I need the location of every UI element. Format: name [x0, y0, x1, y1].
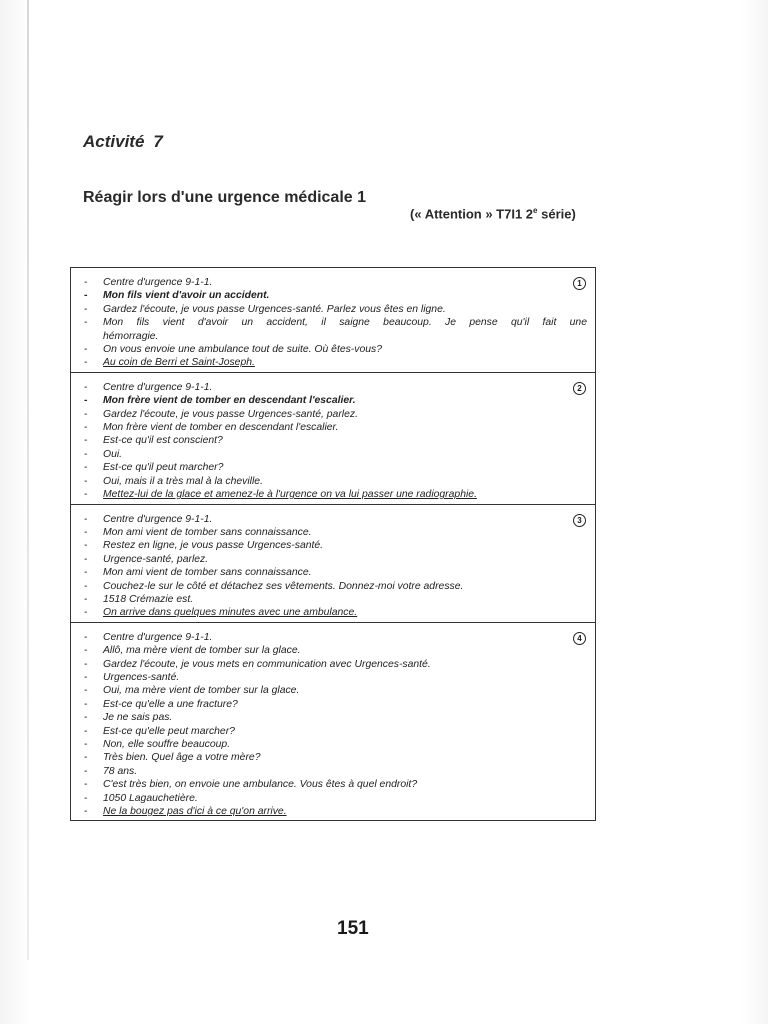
dialogue-line: - Est-ce qu'il peut marcher? [71, 461, 595, 474]
dialogue-line: - Est-ce qu'il est conscient? [71, 434, 595, 447]
dialogue-line: - C'est très bien, on envoie une ambulance. Vous êtes à quel endroit? [71, 778, 595, 791]
dialogue-line: - Mon frère vient de tomber en descendant l'escalier. [71, 421, 595, 434]
dialogue-line: hémorragie. [103, 330, 159, 342]
dialogue-line: - Urgence-santé, parlez. [71, 553, 595, 566]
dialogue-line: - Je ne sais pas. [71, 711, 595, 724]
dialogue-line: - Gardez l'écoute, je vous passe Urgences-santé, parlez. [71, 408, 595, 421]
subtitle-suffix: série) [537, 206, 576, 222]
dialogue-line: - Non, elle souffre beaucoup. [71, 738, 595, 751]
dialogue-line: - 78 ans. [71, 765, 595, 778]
dialogue-section [71, 622, 595, 821]
dialogue-line: - Gardez l'écoute, je vous mets en communication avec Urgences-santé. [71, 658, 595, 671]
section-number-badge: 3 [573, 514, 586, 527]
dialogue-line: - On vous envoie une ambulance tout de suite. Où êtes-vous? [71, 343, 595, 356]
dialogue-line: - Est-ce qu'elle peut marcher? [71, 725, 595, 738]
dialogue-table [70, 267, 596, 821]
dialogue-section [71, 372, 595, 504]
dialogue-line: - Mon frère vient de tomber en descendant l'escalier. [71, 394, 595, 407]
activity-label: Activité [83, 132, 145, 151]
dialogue-line: - Centre d'urgence 9-1-1. [71, 276, 595, 289]
page-title: Réagir lors d'une urgence médicale 1 [83, 189, 367, 206]
subtitle-prefix: (« Attention » T7I1 2 [410, 206, 534, 222]
dialogue-section [71, 504, 595, 622]
dialogue-line: - 1518 Crémazie est. [71, 593, 595, 606]
dialogue-line: - Est-ce qu'elle a une fracture? [71, 698, 595, 711]
dialogue-line: - Mon fils vient d'avoir un accident, il saigne beaucoup. Je pense qu'il fait une [71, 316, 595, 329]
dialogue-line: - Oui, ma mère vient de tomber sur la glace. [71, 684, 595, 697]
activity-heading [83, 132, 163, 152]
section-number-badge: 2 [573, 382, 586, 395]
dialogue-line: - Oui, mais il a très mal à la cheville. [71, 475, 595, 488]
dialogue-line: - Centre d'urgence 9-1-1. [71, 513, 595, 526]
dialogue-line: - 1050 Lagauchetière. [71, 792, 595, 805]
dialogue-line: - Mon ami vient de tomber sans connaissance. [71, 526, 595, 539]
page-number: 151 [337, 918, 369, 939]
dialogue-line: - Gardez l'écoute, je vous passe Urgences-santé. Parlez vous êtes en ligne. [71, 303, 595, 316]
section-number-badge: 4 [573, 632, 586, 645]
dialogue-line: - On arrive dans quelques minutes avec une ambulance. [71, 606, 595, 619]
dialogue-line: - Allô, ma mère vient de tomber sur la glace. [71, 644, 595, 657]
binding-edge [27, 0, 29, 960]
dialogue-line: - Centre d'urgence 9-1-1. [71, 631, 595, 644]
dialogue-line: - Très bien. Quel âge a votre mère? [71, 751, 595, 764]
dialogue-line: - Mettez-lui de la glace et amenez-le à l'urgence on va lui passer une radiographie. [71, 488, 595, 501]
section-number-badge: 1 [573, 277, 586, 290]
dialogue-section [71, 268, 595, 372]
dialogue-line: - Ne la bougez pas d'ici à ce qu'on arrive. [71, 805, 595, 818]
dialogue-line: - Centre d'urgence 9-1-1. [71, 381, 595, 394]
dialogue-line: - Couchez-le sur le côté et détachez ses vêtements. Donnez-moi votre adresse. [71, 580, 595, 593]
dialogue-line: - Au coin de Berri et Saint-Joseph. [71, 356, 595, 369]
dialogue-line: - Mon fils vient d'avoir un accident. [71, 289, 595, 302]
dialogue-line: - Oui. [71, 448, 595, 461]
dialogue-line: - Mon ami vient de tomber sans connaissance. [71, 566, 595, 579]
dialogue-line: - Restez en ligne, je vous passe Urgences-santé. [71, 539, 595, 552]
dialogue-line: - Urgences-santé. [71, 671, 595, 684]
subtitle-superscript: e [533, 206, 538, 215]
activity-number: 7 [153, 132, 163, 151]
subtitle [410, 206, 576, 221]
